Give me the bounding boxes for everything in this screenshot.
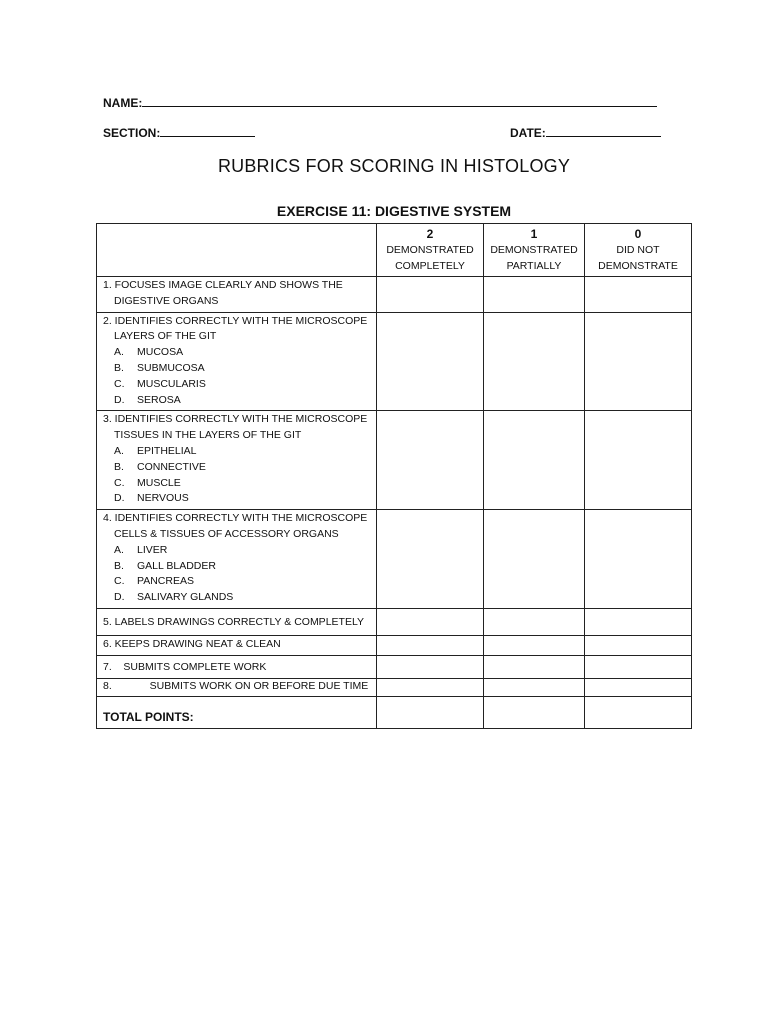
option-text: EPITHELIAL <box>137 444 197 457</box>
name-label: NAME: <box>103 96 143 110</box>
criterion-cell <box>97 411 377 510</box>
criterion-text: 6. KEEPS DRAWING NEAT & CLEAN <box>103 637 281 650</box>
option-item <box>103 393 372 409</box>
criterion-cell <box>97 635 377 655</box>
score-value: 2 <box>426 227 434 241</box>
score-cell-2[interactable] <box>377 312 484 411</box>
option-text: SEROSA <box>137 393 181 406</box>
criterion-text-cont: LAYERS OF THE GIT <box>114 330 217 343</box>
score-cell-0[interactable] <box>585 510 692 609</box>
option-item <box>103 377 372 393</box>
criterion-cell <box>97 655 377 678</box>
option-text: SALIVARY GLANDS <box>137 591 234 604</box>
column-label-line1: DID NOT <box>616 244 660 256</box>
total-label: TOTAL POINTS: <box>97 697 377 729</box>
name-blank[interactable] <box>142 95 657 107</box>
date-field[interactable] <box>510 125 661 140</box>
total-cell-1[interactable] <box>484 697 585 729</box>
criterion-text: 5. LABELS DRAWINGS CORRECTLY & COMPLETELY <box>103 615 365 628</box>
table-row <box>97 277 692 313</box>
score-cell-2[interactable] <box>377 678 484 697</box>
criterion-cell <box>97 277 377 313</box>
score-cell-0[interactable] <box>585 608 692 635</box>
score-cell-0[interactable] <box>585 635 692 655</box>
exercise-title: EXERCISE 11: DIGESTIVE SYSTEM <box>276 203 512 219</box>
table-row <box>97 312 692 411</box>
score-value: 0 <box>634 227 642 241</box>
table-row <box>97 635 692 655</box>
score-cell-2[interactable] <box>377 655 484 678</box>
criterion-text-cont: TISSUES IN THE LAYERS OF THE GIT <box>114 429 302 442</box>
option-text: SUBMUCOSA <box>137 361 205 374</box>
column-label-line1: DEMONSTRATED <box>490 244 578 256</box>
option-text: CONNECTIVE <box>137 460 206 473</box>
name-field[interactable] <box>103 95 657 110</box>
criterion-text: 7. SUBMITS COMPLETE WORK <box>103 660 267 673</box>
option-item <box>103 491 372 507</box>
option-letter: D. <box>114 492 125 505</box>
score-cell-0[interactable] <box>585 312 692 411</box>
score-cell-1[interactable] <box>484 277 585 313</box>
header-blank-cell <box>97 224 377 277</box>
header-row <box>97 224 692 277</box>
date-blank[interactable] <box>546 125 661 137</box>
option-item <box>103 574 372 590</box>
score-cell-2[interactable] <box>377 510 484 609</box>
score-cell-1[interactable] <box>484 411 585 510</box>
criterion-text-cont: DIGESTIVE ORGANS <box>114 294 219 307</box>
option-item <box>103 476 372 492</box>
option-letter: A. <box>114 444 124 457</box>
option-letter: B. <box>114 559 124 572</box>
score-value: 1 <box>530 227 538 241</box>
score-cell-1[interactable] <box>484 312 585 411</box>
rubric-table <box>96 223 692 729</box>
table-row <box>97 411 692 510</box>
total-cell-0[interactable] <box>585 697 692 729</box>
criterion-text: 2. IDENTIFIES CORRECTLY WITH THE MICROSCOPE <box>103 314 368 327</box>
option-item <box>103 361 372 377</box>
column-label-line2: DEMONSTRATE <box>598 260 678 272</box>
option-letter: C. <box>114 377 125 390</box>
option-letter: C. <box>114 476 125 489</box>
option-text: LIVER <box>137 543 168 556</box>
score-cell-1[interactable] <box>484 608 585 635</box>
option-text: NERVOUS <box>137 492 189 505</box>
criterion-text-cont: CELLS & TISSUES OF ACCESSORY ORGANS <box>114 527 339 540</box>
column-header-2 <box>377 224 484 277</box>
option-text: MUSCULARIS <box>137 377 206 390</box>
criterion-cell <box>97 608 377 635</box>
score-cell-1[interactable] <box>484 655 585 678</box>
score-cell-2[interactable] <box>377 411 484 510</box>
option-text: MUCOSA <box>137 346 184 359</box>
section-field[interactable] <box>103 125 255 140</box>
option-letter: B. <box>114 361 124 374</box>
criterion-text: 8. SUBMITS WORK ON OR BEFORE DUE TIME <box>103 679 369 692</box>
criterion-text: 4. IDENTIFIES CORRECTLY WITH THE MICROSCOPE <box>103 512 368 525</box>
table-row <box>97 510 692 609</box>
score-cell-0[interactable] <box>585 678 692 697</box>
criterion-cell <box>97 678 377 697</box>
criterion-text: 1. FOCUSES IMAGE CLEARLY AND SHOWS THE <box>103 279 343 291</box>
score-cell-1[interactable] <box>484 678 585 697</box>
score-cell-2[interactable] <box>377 635 484 655</box>
total-row <box>97 697 692 729</box>
option-item <box>103 460 372 476</box>
option-letter: B. <box>114 460 124 473</box>
option-text: PANCREAS <box>137 575 194 588</box>
section-blank[interactable] <box>160 125 255 137</box>
page-title: RUBRICS FOR SCORING IN HISTOLOGY <box>217 156 571 176</box>
score-cell-1[interactable] <box>484 635 585 655</box>
score-cell-2[interactable] <box>377 608 484 635</box>
column-header-1 <box>484 224 585 277</box>
column-label-line2: PARTIALLY <box>506 260 562 272</box>
score-cell-1[interactable] <box>484 510 585 609</box>
option-letter: A. <box>114 543 124 556</box>
option-letter: A. <box>114 346 124 359</box>
score-cell-2[interactable] <box>377 277 484 313</box>
column-header-0 <box>585 224 692 277</box>
option-letter: C. <box>114 575 125 588</box>
date-label: DATE: <box>510 126 546 140</box>
option-item <box>103 590 372 606</box>
score-cell-0[interactable] <box>585 277 692 313</box>
table-row <box>97 608 692 635</box>
option-letter: D. <box>114 591 125 604</box>
criterion-cell <box>97 510 377 609</box>
score-cell-0[interactable] <box>585 655 692 678</box>
option-item <box>103 559 372 575</box>
option-item <box>103 345 372 361</box>
option-text: MUSCLE <box>137 476 181 489</box>
criterion-cell <box>97 312 377 411</box>
score-cell-0[interactable] <box>585 411 692 510</box>
option-letter: D. <box>114 393 125 406</box>
section-label: SECTION: <box>103 126 161 140</box>
column-label-line1: DEMONSTRATED <box>386 244 474 256</box>
option-text: GALL BLADDER <box>137 559 216 572</box>
table-row <box>97 655 692 678</box>
column-label-line2: COMPLETELY <box>395 260 465 272</box>
table-row <box>97 678 692 697</box>
criterion-text: 3. IDENTIFIES CORRECTLY WITH THE MICROSCOPE <box>103 413 368 426</box>
option-item <box>103 444 372 460</box>
total-cell-2[interactable] <box>377 697 484 729</box>
option-item <box>103 543 372 559</box>
